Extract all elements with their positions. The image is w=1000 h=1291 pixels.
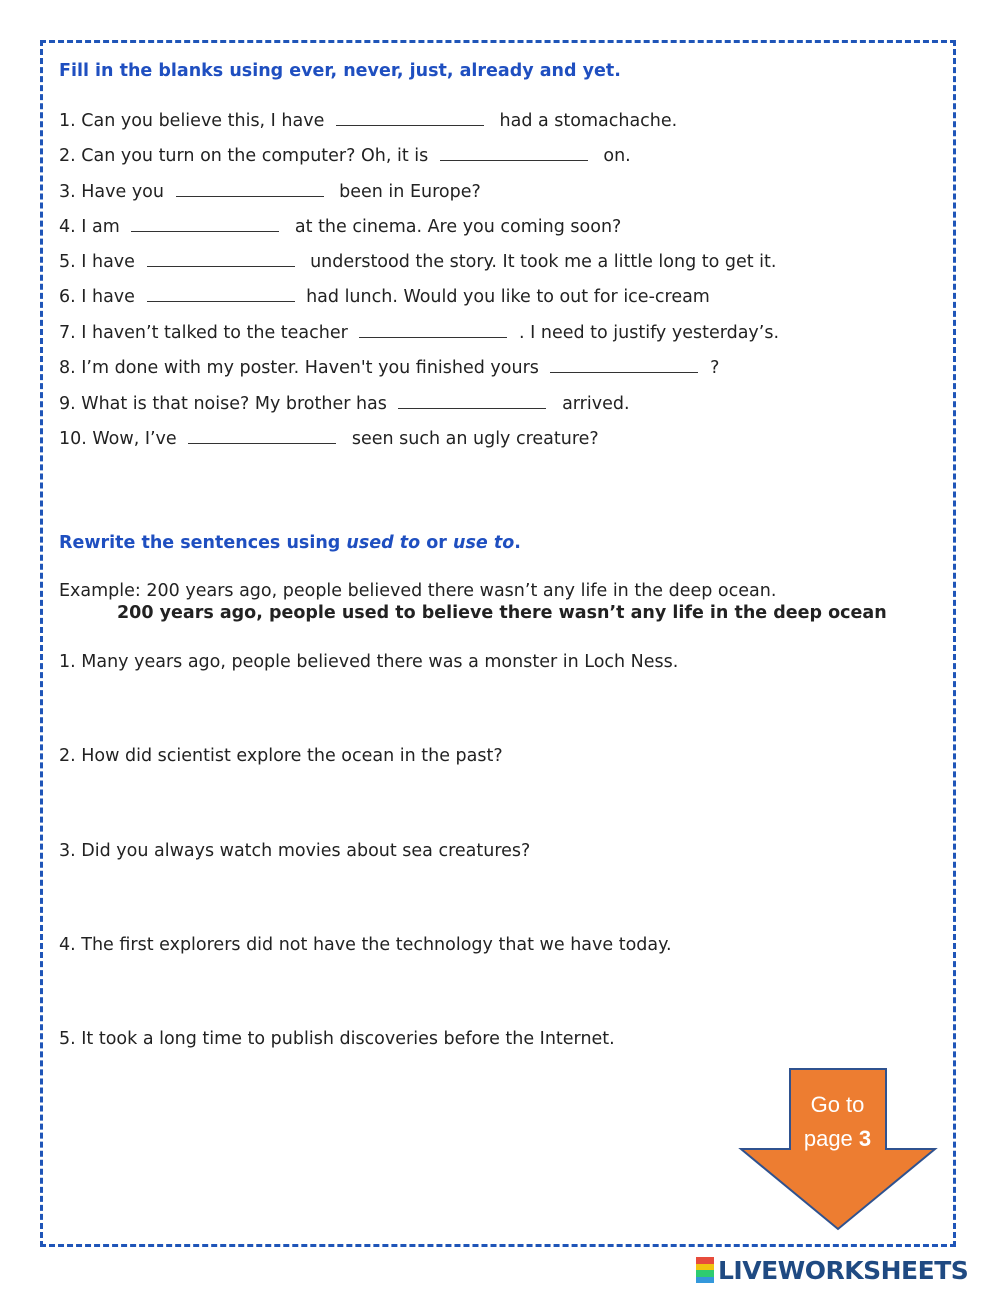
item-text-after: had a stomachache.: [499, 111, 678, 131]
item-text-before: 8. I’m done with my poster. Haven't you finished yours: [59, 358, 539, 378]
item-text-after: arrived.: [562, 394, 630, 414]
blank-input[interactable]: [550, 355, 698, 373]
item-text-after: on.: [603, 146, 631, 166]
page-number: 3: [858, 1126, 872, 1151]
fill-blank-item: [59, 391, 630, 415]
page-word: page: [803, 1126, 859, 1151]
heading-term-use-to: use to: [453, 533, 515, 553]
blank-input[interactable]: [398, 391, 546, 409]
item-text-after: . I need to justify yesterday’s.: [519, 323, 780, 343]
fill-blank-item: [59, 320, 779, 344]
heading-text: or: [420, 533, 454, 553]
rewrite-item: 5. It took a long time to publish discoveries before the Internet.: [59, 1029, 615, 1049]
item-text-after: had lunch. Would you like to out for ice-cream: [306, 287, 710, 307]
rewrite-item: 3. Did you always watch movies about sea creatures?: [59, 841, 531, 861]
go-to-page-label[interactable]: [790, 1088, 885, 1156]
page-text: [790, 1122, 885, 1156]
fill-blank-item: [59, 249, 776, 273]
liveworksheets-logo-icon: [696, 1257, 714, 1283]
example-answer: 200 years ago, people used to believe there wasn’t any life in the deep ocean: [117, 603, 887, 623]
blank-input[interactable]: [147, 284, 295, 302]
example-sentence: Example: 200 years ago, people believed there wasn’t any life in the deep ocean.: [59, 581, 777, 601]
heading-term-used-to: used to: [346, 533, 421, 553]
item-text-after: understood the story. It took me a little long to get it.: [310, 252, 777, 272]
item-text-before: 10. Wow, I’ve: [59, 429, 177, 449]
item-text-before: 2. Can you turn on the computer? Oh, it is: [59, 146, 429, 166]
blank-input[interactable]: [359, 320, 507, 338]
liveworksheets-logo: [696, 1254, 968, 1286]
go-to-text: Go to: [810, 1092, 865, 1117]
item-text-before: 5. I have: [59, 252, 135, 272]
fill-blank-item: [59, 355, 719, 379]
blank-input[interactable]: [176, 179, 324, 197]
item-text-after: at the cinema. Are you coming soon?: [294, 217, 622, 237]
blank-input[interactable]: [336, 108, 484, 126]
brand-name: LIVEWORKSHEETS: [718, 1255, 969, 1285]
section1-heading: Fill in the blanks using ever, never, just, already and yet.: [59, 61, 621, 81]
item-text-before: 1. Can you believe this, I have: [59, 111, 325, 131]
item-text-after: ?: [710, 358, 720, 378]
blank-input[interactable]: [188, 426, 336, 444]
fill-blank-item: [59, 143, 631, 167]
item-text-before: 9. What is that noise? My brother has: [59, 394, 387, 414]
rewrite-item: 1. Many years ago, people believed there was a monster in Loch Ness.: [59, 652, 679, 672]
fill-blank-item: [59, 179, 481, 203]
item-text-before: 4. I am: [59, 217, 120, 237]
fill-blank-item: [59, 108, 677, 132]
blank-input[interactable]: [147, 249, 295, 267]
section2-heading: [59, 533, 521, 553]
fill-blank-item: [59, 426, 599, 450]
fill-blank-item: [59, 214, 621, 238]
item-text-after: seen such an ugly creature?: [351, 429, 599, 449]
rewrite-item: 4. The first explorers did not have the technology that we have today.: [59, 935, 672, 955]
item-text-before: 3. Have you: [59, 182, 164, 202]
blank-input[interactable]: [440, 143, 588, 161]
item-text-after: been in Europe?: [339, 182, 481, 202]
heading-text: Rewrite the sentences using: [59, 533, 347, 553]
item-text-before: 6. I have: [59, 287, 135, 307]
heading-text: .: [514, 533, 521, 553]
blank-input[interactable]: [131, 214, 279, 232]
fill-blank-item: [59, 284, 710, 308]
rewrite-item: 2. How did scientist explore the ocean in the past?: [59, 746, 503, 766]
item-text-before: 7. I haven’t talked to the teacher: [59, 323, 348, 343]
